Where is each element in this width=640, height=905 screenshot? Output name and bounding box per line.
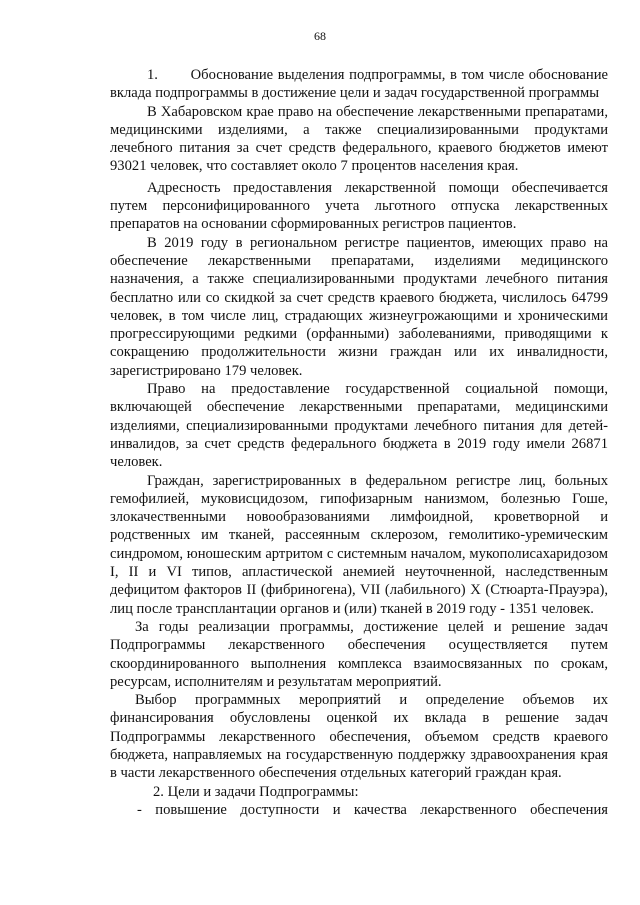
list-item: - повышение доступности и качества лекарственного обеспечения	[137, 801, 608, 818]
goals-subheading: 2. Цели и задачи Подпрограммы:	[153, 783, 359, 800]
document-body	[110, 66, 608, 819]
paragraph-selection: Выбор программных мероприятий и определение объемов их финансирования обусловлены оценкой их вклада в решение задач Подпрограммы лекарственного обеспечения, объемом средств краевого бюджета, направляемых на государственную поддержку здравоохранения края в части лекарственного обеспечения отдельных категорий граждан края.	[110, 692, 608, 782]
paragraph-beneficiaries: В Хабаровском крае право на обеспечение лекарственными препаратами, медицинскими изделиями, а также специализированными продуктами лечебного питания за счет средств федерального, краевого бюджетов имеют 93021 человек, что составляет около 7 процентов населения края.	[110, 103, 608, 175]
section-heading: 1. Обоснование выделения подпрограммы, в том числе обоснование вклада подпрограммы в достижение цели и задач государственной программы	[110, 67, 608, 102]
page-number: 68	[314, 29, 326, 43]
paragraph-social-assistance: Право на предоставление государственной социальной помощи, включающей обеспечение лекарственными препаратами, медицинскими изделиями, специализированными продуктами лечебного питания для детей-инвалидов, за счет средств федерального бюджета в 2019 году имели 26871 человек.	[110, 381, 608, 471]
paragraph-regional-register: В 2019 году в региональном регистре пациентов, имеющих право на обеспечение лекарственными препаратами, изделиями медицинского назначения, а также специализированными продуктами лечебного питания бесплатно или со скидкой за счет средств краевого бюджета, числилось 64799 человек, в том числе лиц, страдающих жизнеугрожающими и хроническими прогрессирующими редкими (орфанными) заболеваниями, приводящими к сокращению продолжительности жизни граждан или их инвалидности, зарегистрировано 179 человек.	[110, 234, 608, 379]
paragraph-federal-register: Граждан, зарегистрированных в федеральном регистре лиц, больных гемофилией, муковисцидозом, гипофизарным нанизмом, болезнью Гоше, злокачественными новообразованиями лимфоидной, кроветворной и родственных им тканей, рассеянным склерозом, гемолитико-уремическим синдромом, юношеским артритом с системным началом, мукополисахаридозом I, II и VI типов, апластической анемией неуточненной, наследственным дефицитом факторов II (фибриногена), VII (лабильного) X (Стюарта-Прауэра), лиц после трансплантации органов и (или) тканей в 2019 году - 1351 человек.	[110, 472, 608, 617]
paragraph-targeting: Адресность предоставления лекарственной помощи обеспечивается путем персонифицированного учета льготного отпуска лекарственных препаратов на основании сформированных регистров пациентов.	[110, 179, 608, 233]
paragraph-implementation: За годы реализации программы, достижение целей и решение задач Подпрограммы лекарственного обеспечения осуществляется путем скоординированного выполнения комплекса взаимосвязанных по срокам, ресурсам, исполнителям и результатам мероприятий.	[110, 618, 608, 690]
